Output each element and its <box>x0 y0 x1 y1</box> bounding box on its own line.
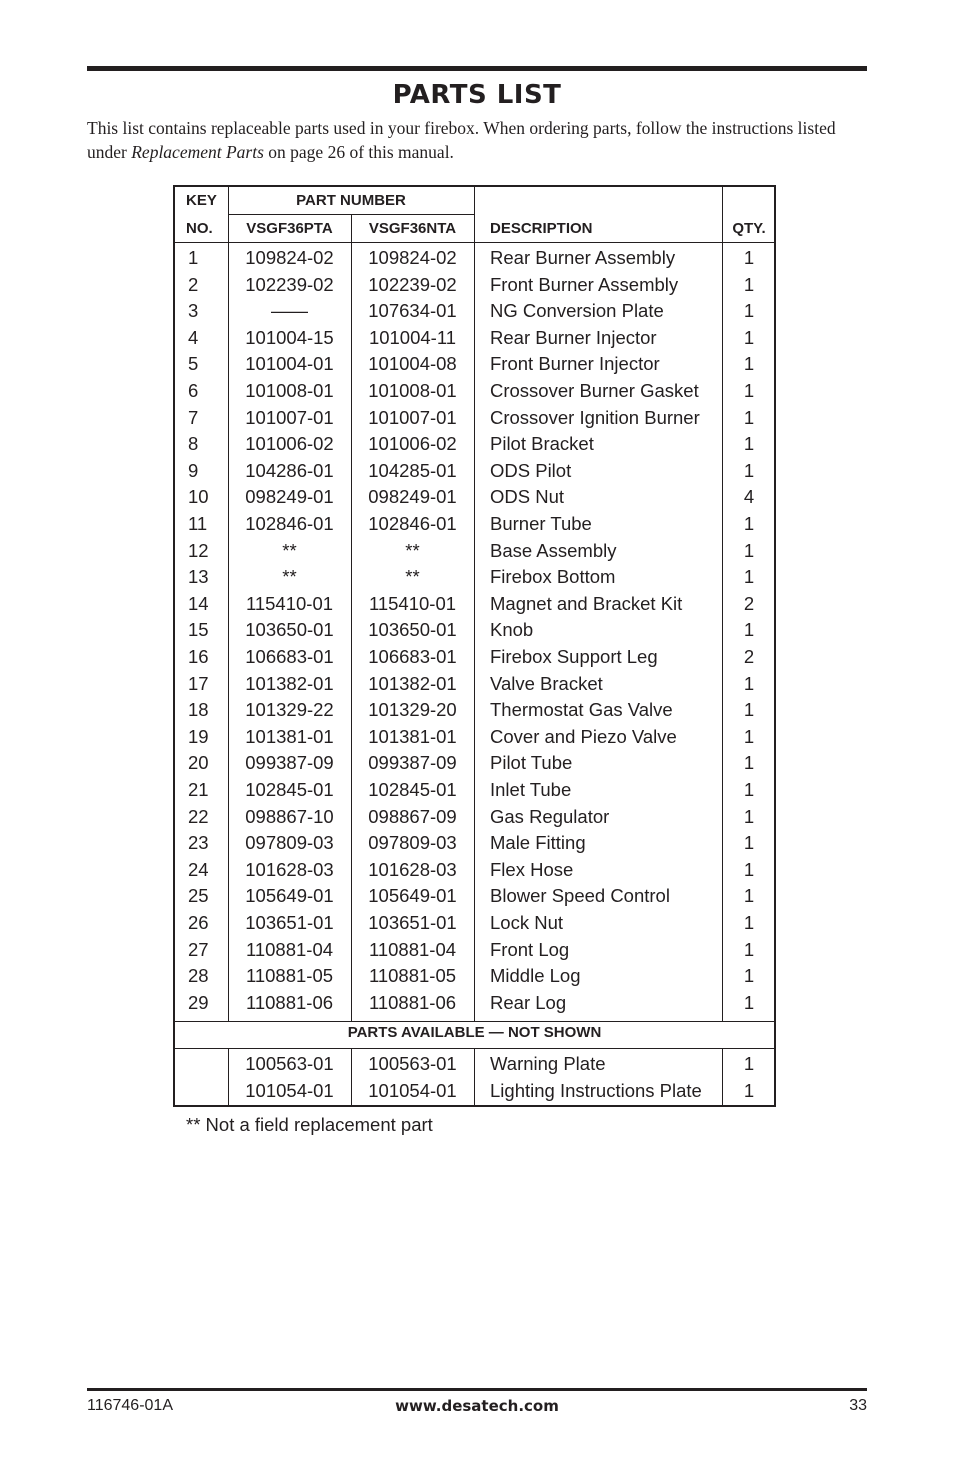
cell-part-number-b: ** <box>405 566 420 588</box>
cell-description: Firebox Support Leg <box>490 646 658 667</box>
cell-key-no: 12 <box>188 539 209 561</box>
table-row <box>175 325 774 352</box>
table-row <box>175 671 774 698</box>
table-row <box>175 910 774 937</box>
cell-part-number-a: 110881-05 <box>245 965 334 987</box>
cell-key-no: 6 <box>188 380 199 401</box>
cell-qty: 1 <box>743 805 755 827</box>
cell-description: Rear Burner Injector <box>490 326 657 348</box>
table-row <box>175 272 774 299</box>
cell-description: Pilot Bracket <box>490 433 594 455</box>
cell-part-number-a: 101628-03 <box>245 858 334 880</box>
table-row <box>175 378 774 405</box>
cell-key-no: 3 <box>188 300 199 322</box>
cell-qty: 1 <box>743 1053 755 1074</box>
cell-part-number-a: 099387-09 <box>245 752 334 774</box>
cell-qty: 1 <box>743 326 755 348</box>
table-row <box>175 1051 774 1078</box>
intro-text-1: This list contains replaceable parts used in your firebox. When ordering parts, follow the instructions listed under <box>87 118 836 162</box>
cell-qty: 1 <box>743 247 755 268</box>
section-rule <box>175 1048 774 1049</box>
cell-part-number-a: 106683-01 <box>245 646 334 667</box>
cell-part-number-b: 104285-01 <box>368 459 457 481</box>
cell-key-no: 21 <box>188 779 209 800</box>
cell-qty: 1 <box>743 513 755 534</box>
cell-description: Knob <box>490 619 534 641</box>
cell-part-number-b: 102845-01 <box>368 779 457 800</box>
cell-description: Blower Speed Control <box>490 885 670 907</box>
cell-key-no: 22 <box>188 805 209 827</box>
cell-description: Base Assembly <box>490 539 617 561</box>
cell-part-number-a: 098867-10 <box>245 805 334 827</box>
cell-part-number-b: 103651-01 <box>368 912 457 933</box>
table-row <box>175 351 774 378</box>
cell-part-number-a: 102845-01 <box>245 779 334 800</box>
cell-description: Warning Plate <box>490 1053 606 1074</box>
cell-qty: 1 <box>743 965 755 987</box>
table-row <box>175 1078 774 1105</box>
table-row <box>175 750 774 777</box>
cell-part-number-a: 097809-03 <box>245 832 334 854</box>
cell-part-number-b: 101628-03 <box>368 858 457 880</box>
page-number: 33 <box>849 1397 867 1414</box>
cell-part-number-a: ** <box>282 539 297 561</box>
cell-key-no: 25 <box>188 885 209 907</box>
cell-key-no: 5 <box>188 353 199 375</box>
header-rule <box>175 242 774 243</box>
table-row <box>175 830 774 857</box>
cell-key-no: 16 <box>188 646 209 667</box>
cell-part-number-b: 098867-09 <box>368 805 457 827</box>
footnote: ** Not a field replacement part <box>186 1114 433 1135</box>
parts-table <box>173 185 776 1107</box>
cell-part-number-a: 103650-01 <box>245 619 334 641</box>
cell-part-number-b: 099387-09 <box>368 752 457 774</box>
cell-qty: 1 <box>743 380 755 401</box>
cell-part-number-a: ** <box>282 566 297 588</box>
cell-qty: 1 <box>743 353 755 375</box>
cell-part-number-a: 100563-01 <box>245 1053 334 1074</box>
cell-part-number-a: 101008-01 <box>245 380 334 401</box>
cell-key-no: 9 <box>188 459 199 481</box>
cell-key-no: 20 <box>188 752 209 774</box>
cell-key-no: 8 <box>188 433 199 455</box>
table-row <box>175 804 774 831</box>
intro-text-2: on page 26 of this manual. <box>263 142 454 162</box>
cell-description: Crossover Ignition Burner <box>490 406 700 428</box>
cell-part-number-a: 103651-01 <box>245 912 334 933</box>
cell-qty: 1 <box>743 1079 755 1101</box>
cell-qty: 1 <box>743 938 755 960</box>
table-row <box>175 697 774 724</box>
cell-description: Flex Hose <box>490 858 574 880</box>
website: www.desatech.com <box>395 1397 559 1415</box>
table-row <box>175 883 774 910</box>
cell-description: Front Log <box>490 938 570 960</box>
cell-description: Gas Regulator <box>490 805 610 827</box>
cell-part-number-b: 101382-01 <box>368 672 457 694</box>
cell-key-no: 14 <box>188 592 209 614</box>
table-row <box>175 963 774 990</box>
cell-description: Burner Tube <box>490 513 592 534</box>
cell-description: Inlet Tube <box>490 779 572 800</box>
table-row <box>175 937 774 964</box>
cell-description: Firebox Bottom <box>490 566 616 588</box>
cell-description: ODS Nut <box>490 486 565 508</box>
cell-key-no: 23 <box>188 832 209 854</box>
cell-part-number-b: 105649-01 <box>368 885 457 907</box>
cell-qty: 1 <box>743 433 755 455</box>
table-row <box>175 511 774 538</box>
cell-key-no: 4 <box>188 326 199 348</box>
table-row <box>175 857 774 884</box>
cell-part-number-a: 105649-01 <box>245 885 334 907</box>
table-row <box>175 564 774 591</box>
header-description: DESCRIPTION <box>490 220 593 237</box>
section-label: PARTS AVAILABLE — NOT SHOWN <box>347 1024 602 1041</box>
cell-qty: 1 <box>743 912 755 933</box>
header-no: NO. <box>186 220 213 237</box>
cell-part-number-b: 101004-11 <box>368 326 457 348</box>
cell-part-number-a: 098249-01 <box>245 486 334 508</box>
cell-part-number-b: 101329-20 <box>368 699 457 721</box>
cell-key-no: 27 <box>188 938 209 960</box>
cell-description: NG Conversion Plate <box>490 300 664 322</box>
cell-description: ODS Pilot <box>490 459 572 481</box>
cell-description: Rear Burner Assembly <box>490 247 676 268</box>
cell-key-no: 2 <box>188 273 199 295</box>
cell-part-number-b: 101006-02 <box>368 433 457 455</box>
cell-key-no: 24 <box>188 858 209 880</box>
cell-key-no: 15 <box>188 619 209 641</box>
cell-description: Front Burner Assembly <box>490 273 679 295</box>
cell-part-number-b: 100563-01 <box>368 1053 457 1074</box>
cell-description: Magnet and Bracket Kit <box>490 592 683 614</box>
cell-description: Valve Bracket <box>490 672 603 694</box>
table-row <box>175 405 774 432</box>
cell-description: Middle Log <box>490 965 581 987</box>
cell-key-no: 28 <box>188 965 209 987</box>
cell-qty: 1 <box>743 406 755 428</box>
cell-description: Crossover Burner Gasket <box>490 380 699 401</box>
header-model-b: VSGF36NTA <box>368 220 457 237</box>
cell-part-number-a: 101007-01 <box>245 406 334 428</box>
cell-key-no: 19 <box>188 725 209 747</box>
cell-part-number-a: 101006-02 <box>245 433 334 455</box>
cell-description: Lighting Instructions Plate <box>490 1079 702 1101</box>
cell-qty: 2 <box>743 646 755 667</box>
cell-key-no: 7 <box>188 406 199 428</box>
cell-qty: 1 <box>743 300 755 322</box>
table-row <box>175 484 774 511</box>
cell-qty: 1 <box>743 725 755 747</box>
intro-paragraph <box>87 116 869 164</box>
cell-description: Rear Log <box>490 991 567 1013</box>
cell-part-number-a: 101004-01 <box>245 353 334 375</box>
table-row <box>175 431 774 458</box>
cell-key-no: 18 <box>188 699 209 721</box>
cell-part-number-b: 110881-06 <box>368 991 457 1013</box>
cell-qty: 1 <box>743 752 755 774</box>
cell-part-number-a: 102846-01 <box>245 513 334 534</box>
cell-part-number-b: 106683-01 <box>368 646 457 667</box>
cell-qty: 1 <box>743 699 755 721</box>
table-row <box>175 538 774 565</box>
table-row <box>175 591 774 618</box>
table-row <box>175 458 774 485</box>
bottom-rule <box>87 1388 867 1391</box>
header-qty: QTY. <box>732 220 766 237</box>
cell-description: Lock Nut <box>490 912 564 933</box>
cell-qty: 2 <box>743 592 755 614</box>
doc-number: 116746-01A <box>87 1397 173 1414</box>
intro-emphasis: Replacement Parts <box>131 142 264 162</box>
cell-qty: 1 <box>743 832 755 854</box>
cell-qty: 1 <box>743 619 755 641</box>
cell-part-number-a: 101054-01 <box>245 1079 334 1101</box>
cell-key-no: 26 <box>188 912 209 933</box>
header-key: KEY <box>186 192 217 209</box>
cell-qty: 1 <box>743 459 755 481</box>
header-model-a: VSGF36PTA <box>246 220 333 237</box>
cell-key-no: 11 <box>188 513 208 534</box>
cell-part-number-a: 101004-15 <box>245 326 334 348</box>
cell-qty: 1 <box>743 779 755 800</box>
cell-part-number-b: 102846-01 <box>368 513 457 534</box>
cell-part-number-b: 102239-02 <box>368 273 457 295</box>
cell-key-no: 17 <box>188 672 209 694</box>
cell-key-no: 13 <box>188 566 209 588</box>
cell-part-number-b: 097809-03 <box>368 832 457 854</box>
cell-part-number-a: —— <box>271 300 308 322</box>
cell-part-number-b: 101004-08 <box>368 353 457 375</box>
cell-key-no: 1 <box>188 247 199 268</box>
cell-part-number-b: 101007-01 <box>368 406 457 428</box>
cell-description: Thermostat Gas Valve <box>490 699 673 721</box>
cell-part-number-a: 101381-01 <box>245 725 334 747</box>
cell-qty: 1 <box>743 539 755 561</box>
cell-part-number-b: 109824-02 <box>368 247 457 268</box>
cell-part-number-b: 098249-01 <box>368 486 457 508</box>
cell-key-no: 29 <box>188 991 209 1013</box>
cell-part-number-b: 107634-01 <box>368 300 457 322</box>
cell-description: Pilot Tube <box>490 752 573 774</box>
section-rule <box>175 1021 774 1022</box>
cell-part-number-a: 115410-01 <box>245 592 334 614</box>
table-row <box>175 724 774 751</box>
cell-qty: 1 <box>743 858 755 880</box>
cell-qty: 1 <box>743 273 755 295</box>
header-part-number: PART NUMBER <box>296 192 406 209</box>
page-title: PARTS LIST <box>392 80 562 110</box>
cell-part-number-b: ** <box>405 539 420 561</box>
cell-qty: 4 <box>743 486 755 508</box>
cell-description: Cover and Piezo Valve <box>490 725 677 747</box>
cell-part-number-b: 101054-01 <box>368 1079 457 1101</box>
cell-part-number-a: 110881-04 <box>245 938 334 960</box>
cell-key-no: 10 <box>188 486 209 508</box>
cell-description: Front Burner Injector <box>490 353 660 375</box>
cell-part-number-a: 109824-02 <box>245 247 334 268</box>
table-row <box>175 617 774 644</box>
cell-qty: 1 <box>743 885 755 907</box>
cell-qty: 1 <box>743 991 755 1013</box>
table-row <box>175 245 774 272</box>
cell-part-number-a: 104286-01 <box>245 459 334 481</box>
cell-part-number-a: 101329-22 <box>245 699 334 721</box>
cell-description: Male Fitting <box>490 832 586 854</box>
cell-part-number-a: 110881-06 <box>245 991 334 1013</box>
table-row <box>175 644 774 671</box>
table-row <box>175 298 774 325</box>
table-row <box>175 777 774 804</box>
cell-qty: 1 <box>743 672 755 694</box>
cell-part-number-a: 101382-01 <box>245 672 334 694</box>
header-subrule <box>228 214 474 215</box>
cell-part-number-b: 103650-01 <box>368 619 457 641</box>
top-rule <box>87 66 867 71</box>
table-row <box>175 990 774 1017</box>
cell-part-number-a: 102239-02 <box>245 273 334 295</box>
cell-part-number-b: 110881-05 <box>368 965 457 987</box>
cell-qty: 1 <box>743 566 755 588</box>
cell-part-number-b: 110881-04 <box>368 938 457 960</box>
cell-part-number-b: 101008-01 <box>368 380 457 401</box>
cell-part-number-b: 115410-01 <box>368 592 457 614</box>
cell-part-number-b: 101381-01 <box>368 725 457 747</box>
